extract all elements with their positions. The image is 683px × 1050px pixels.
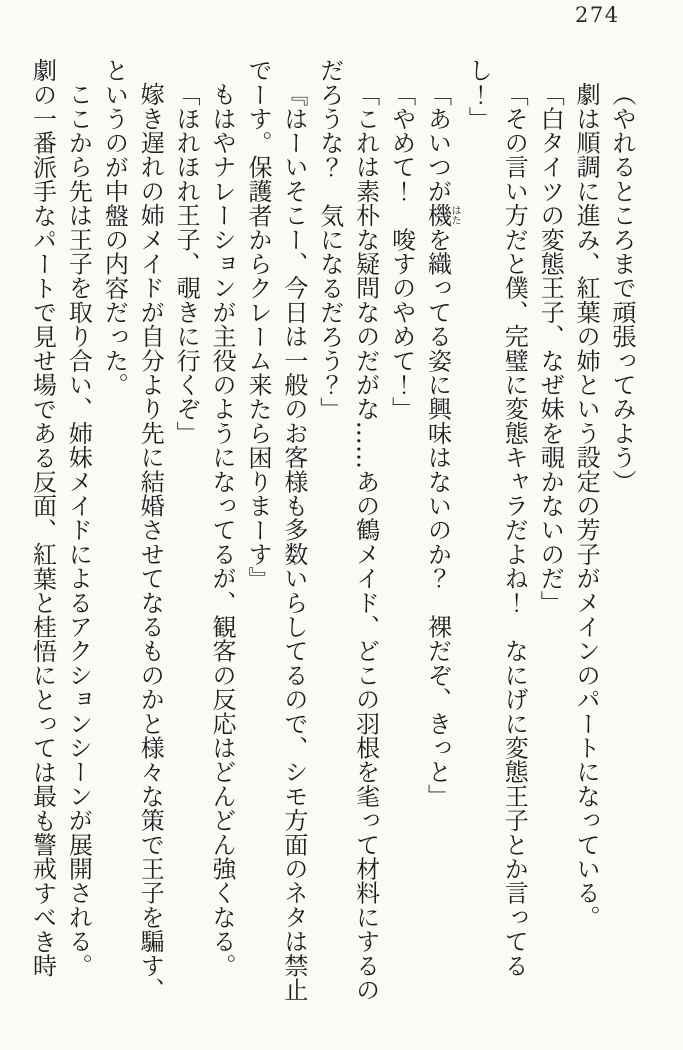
text-line-4: 「その言い方だと僕、完璧に変態キャラだよね！ なにげに変態王子とか言ってる [500,82,529,978]
text-line-10: 『はーいそこー、今日は一般のお客様も多数いらしてるので、シモ方面のネタは禁止 [279,82,308,1002]
page-text [27,58,639,1010]
text-line-2: 劇は順調に進み、紅葉の姉という設定の芳子がメインのパートになっている。 [572,82,601,930]
text-line-13: 「ほれほれ王子、覗きに行くぞ」 [172,82,201,446]
text-line-1: （やれるところまで頑張ってみよう） [608,82,636,494]
text-line-9: だろうな？ 気になるだろう？」 [315,58,344,421]
text-line-15: というのが中盤の内容だった。 [100,58,129,397]
text-line-14: 嫁き遅れの姉メイドが自分より先に結婚させてなるものかと様々な策で王子を騙す、 [136,82,165,1002]
text-line-8: 「これは素朴な疑問なのだがな……あの鶴メイド、どこの羽根を毟って材料にするの [351,82,380,1002]
text-line-7: 「やめて！ 唆すのやめて！」 [387,82,416,421]
furigana-annotated-word: 機はた [423,203,460,228]
page-number: 274 [575,3,620,27]
text-line-12: もはやナレーションが主役のようになってるが、観客の反応はどんどん強くなる。 [208,82,237,978]
text-line-5: し！」 [464,58,493,131]
text-line-17: 劇の一番派手なパートで見せ場である反面、紅葉と桂悟にとっては最も警戒すべき時 [28,58,57,978]
furigana-text: はた [448,203,460,228]
text-line-16: ここから先は王子を取り合い、姉妹メイドによるアクションシーンが展開される。 [64,82,93,978]
text-line-11: でーす。保護者からクレーム来たら困りまーす』 [243,58,272,591]
text-line-3: 「白タイツの変態王子、なぜ妹を覗かないのだ」 [536,82,565,615]
text-line-6: 「あいつが機はたを織ってる姿に興味はないのか？ 裸だぞ、きっと」 [423,82,460,809]
